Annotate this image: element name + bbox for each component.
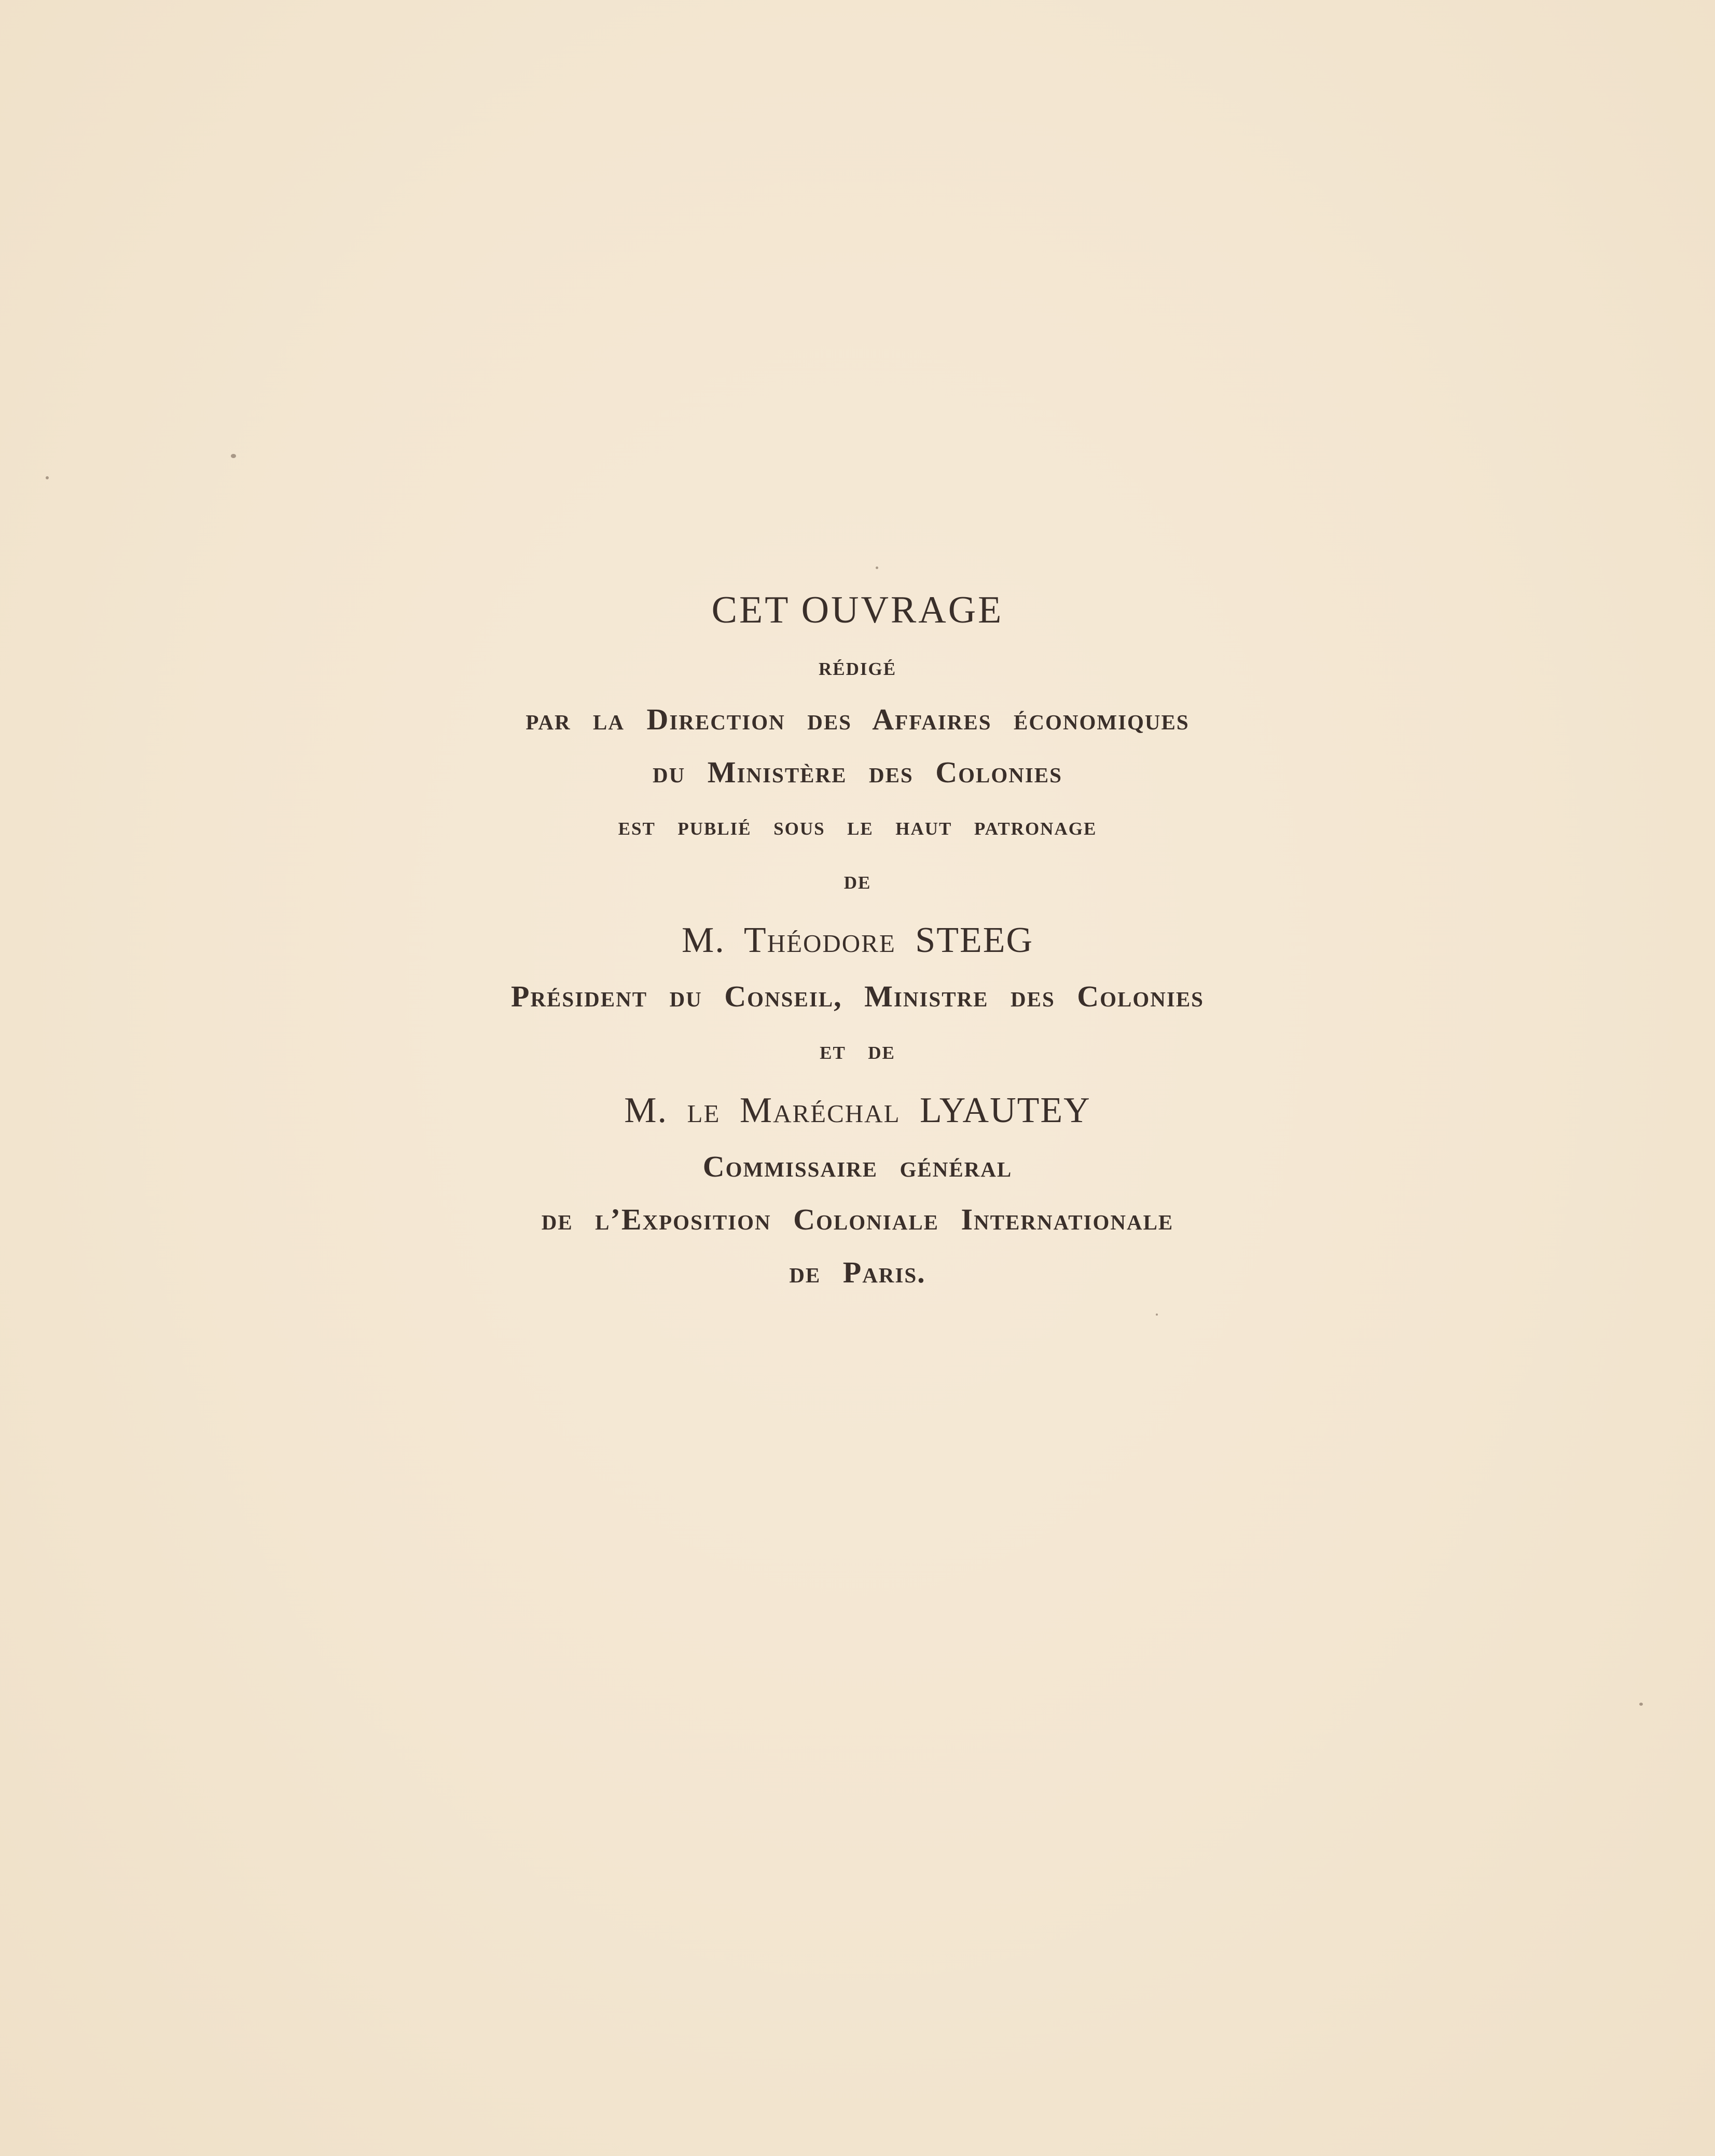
patron-lyautey [0, 1081, 1715, 1140]
et-de-line: et de [820, 1035, 895, 1065]
patron-steeg-name: STEEG [915, 920, 1034, 960]
paper-speck [1156, 1314, 1158, 1316]
paris-line: de Paris. [789, 1255, 926, 1289]
patron-lyautey-name: LYAUTEY [920, 1090, 1091, 1130]
work-title: CET OUVRAGE [711, 589, 1004, 631]
exposition-line: de l’Exposition Coloniale Internationale [541, 1203, 1174, 1236]
patronage-line: est publié sous le haut patronage [618, 811, 1097, 840]
steeg-title-line: Président du Conseil, Ministre des Colonies [511, 979, 1204, 1013]
paper-speck [46, 476, 49, 479]
paper-speck [231, 454, 236, 458]
directorate-line: par la Direction des Affaires économiques [525, 702, 1190, 736]
patron-steeg [0, 911, 1715, 970]
paper-speck [1639, 1703, 1643, 1706]
commissioner-line: Commissaire général [702, 1150, 1013, 1183]
dedication-block [0, 581, 1715, 1299]
ministry-line: du Ministère des Colonies [653, 755, 1062, 789]
patron-steeg-prefix: M. Théodore [681, 920, 896, 960]
written-line: rédigé [818, 652, 897, 681]
de-line: de [843, 865, 872, 894]
paper-speck [876, 566, 878, 569]
patron-lyautey-prefix: M. le Maréchal [624, 1090, 901, 1130]
